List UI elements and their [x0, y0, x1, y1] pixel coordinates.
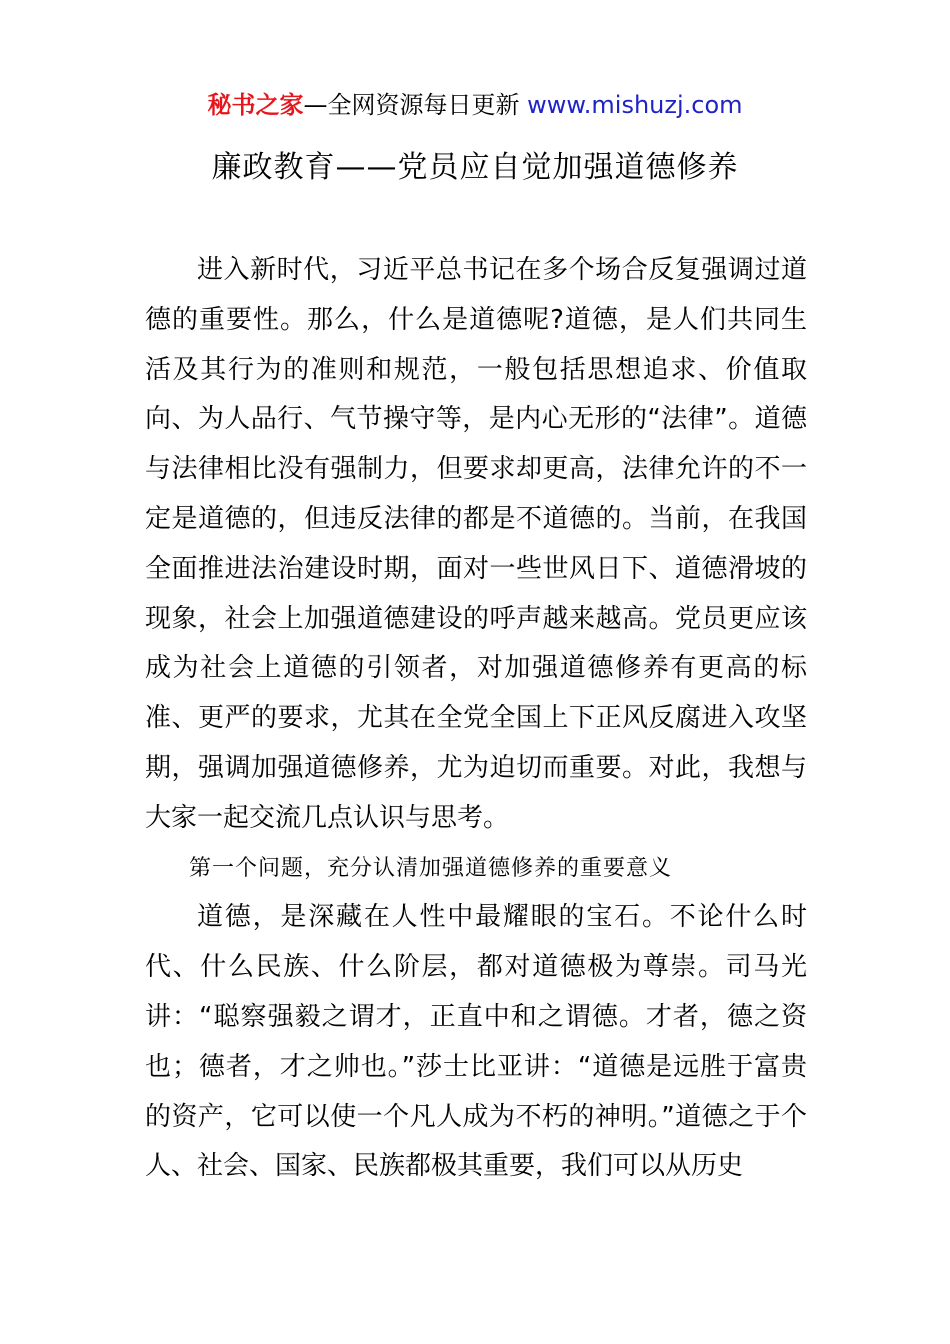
site-header [0, 88, 950, 122]
paragraph-morality: 道德，是深藏在人性中最耀眼的宝石。不论什么时代、什么民族、什么阶层，都对道德极为尊崇。司马光讲：“聪察强毅之谓才，正直中和之谓德。才者，德之资也；德者，才之帅也。”莎士比亚讲：“道德是远胜于富贵的资产，它可以使一个凡人成为不朽的神明。”道德之于个人、社会、国家、民族都极其重要，我们可以从历史 [145, 902, 807, 1182]
header-tagline: —全网资源每日更新 [303, 91, 520, 119]
document-title: 廉政教育——党员应自觉加强道德修养 [211, 150, 739, 185]
brand-name: 秘书之家 [207, 91, 304, 119]
section-heading: 第一个问题，充分认清加强道德修养的重要意义 [189, 855, 673, 881]
document-body [145, 246, 807, 1192]
site-url[interactable]: www.mishuzj.com [527, 91, 743, 119]
paragraph-intro: 进入新时代，习近平总书记在多个场合反复强调过道德的重要性。那么，什么是道德呢?道德，是人们共同生活及其行为的准则和规范，一般包括思想追求、价值取向、为人品行、气节操守等，是内心无形的“法律”。道德与法律相比没有强制力，但要求却更高，法律允许的不一定是道德的，但违反法律的都是不道德的。当前，在我国全面推进法治建设时期，面对一些世风日下、道德滑坡的现象，社会上加强道德建设的呼声越来越高。党员更应该成为社会上道德的引领者，对加强道德修养有更高的标准、更严的要求，尤其在全党全国上下正风反腐进入攻坚期，强调加强道德修养，尤为迫切而重要。对此，我想与大家一起交流几点认识与思考。 [145, 255, 807, 833]
